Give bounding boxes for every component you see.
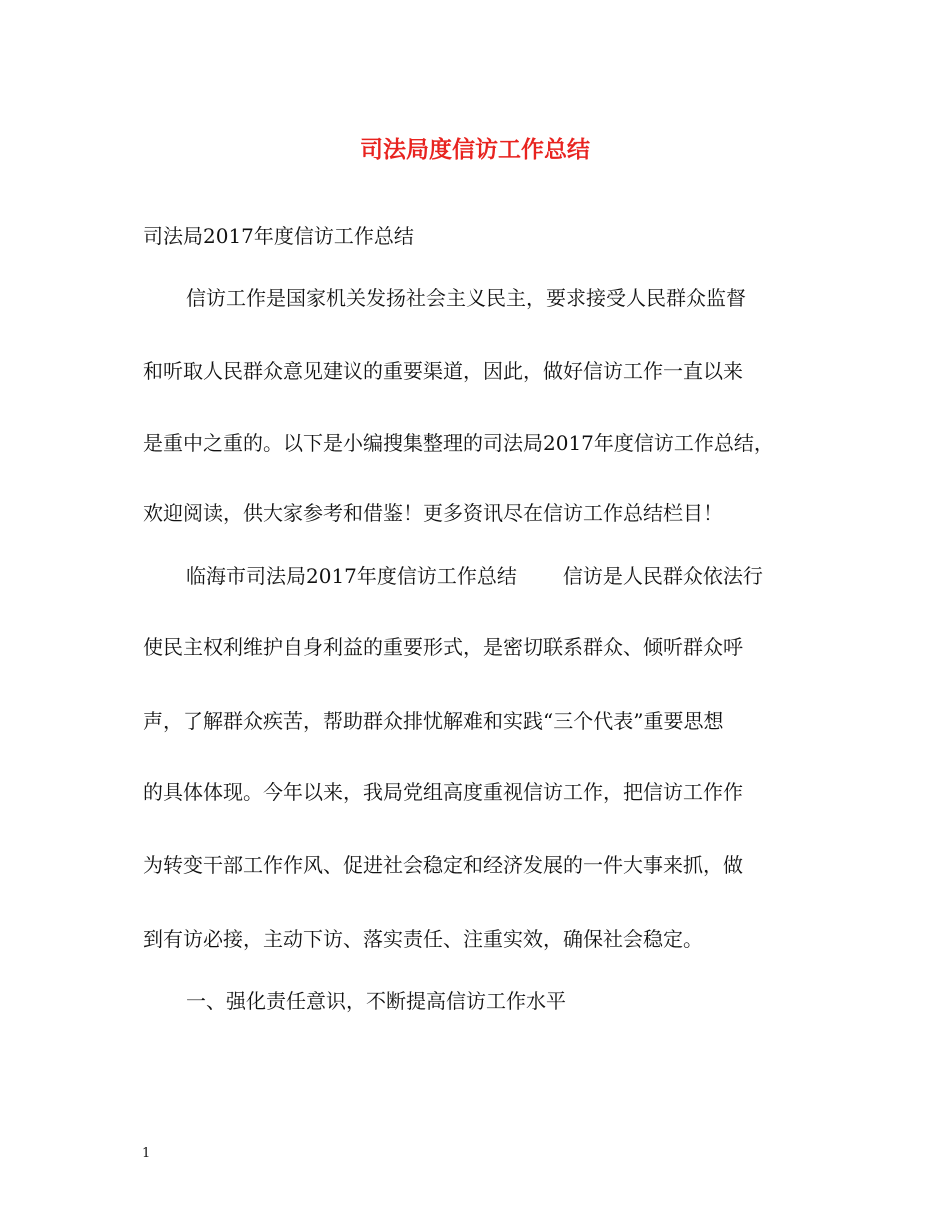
page-number: 1 [142, 1146, 151, 1161]
paragraph-line: 声，了解群众疾苦，帮助群众排忧解难和实践“三个代表”重要思想 [143, 709, 724, 733]
inline-heading: 临海市司法局2017年度信访工作总结 [186, 564, 517, 588]
section-heading: 一、强化责任意识，不断提高信访工作水平 [186, 989, 566, 1013]
paragraph-line [186, 561, 763, 591]
document-title: 司法局度信访工作总结 [360, 136, 590, 163]
paragraph-line: 信访工作是国家机关发扬社会主义民主，要求接受人民群众监督 [186, 286, 746, 310]
paragraph-line: 到有访必接，主动下访、落实责任、注重实效，确保社会稳定。 [143, 927, 703, 951]
paragraph-line: 和听取人民群众意见建议的重要渠道，因此，做好信访工作一直以来 [143, 359, 743, 383]
paragraph-line: 欢迎阅读，供大家参考和借鉴！更多资讯尽在信访工作总结栏目！ [143, 501, 723, 525]
paragraph-line: 为转变干部工作作风、促进社会稳定和经济发展的一件大事来抓，做 [143, 853, 743, 877]
paragraph-line: 使民主权利维护自身利益的重要形式，是密切联系群众、倾听群众呼 [143, 635, 743, 659]
document-subtitle: 司法局2017年度信访工作总结 [143, 224, 414, 248]
paragraph-line: 的具体体现。今年以来，我局党组高度重视信访工作，把信访工作作 [143, 780, 743, 804]
paragraph-start: 信访是人民群众依法行 [562, 564, 763, 588]
paragraph-line: 是重中之重的。以下是小编搜集整理的司法局2017年度信访工作总结， [143, 431, 774, 455]
